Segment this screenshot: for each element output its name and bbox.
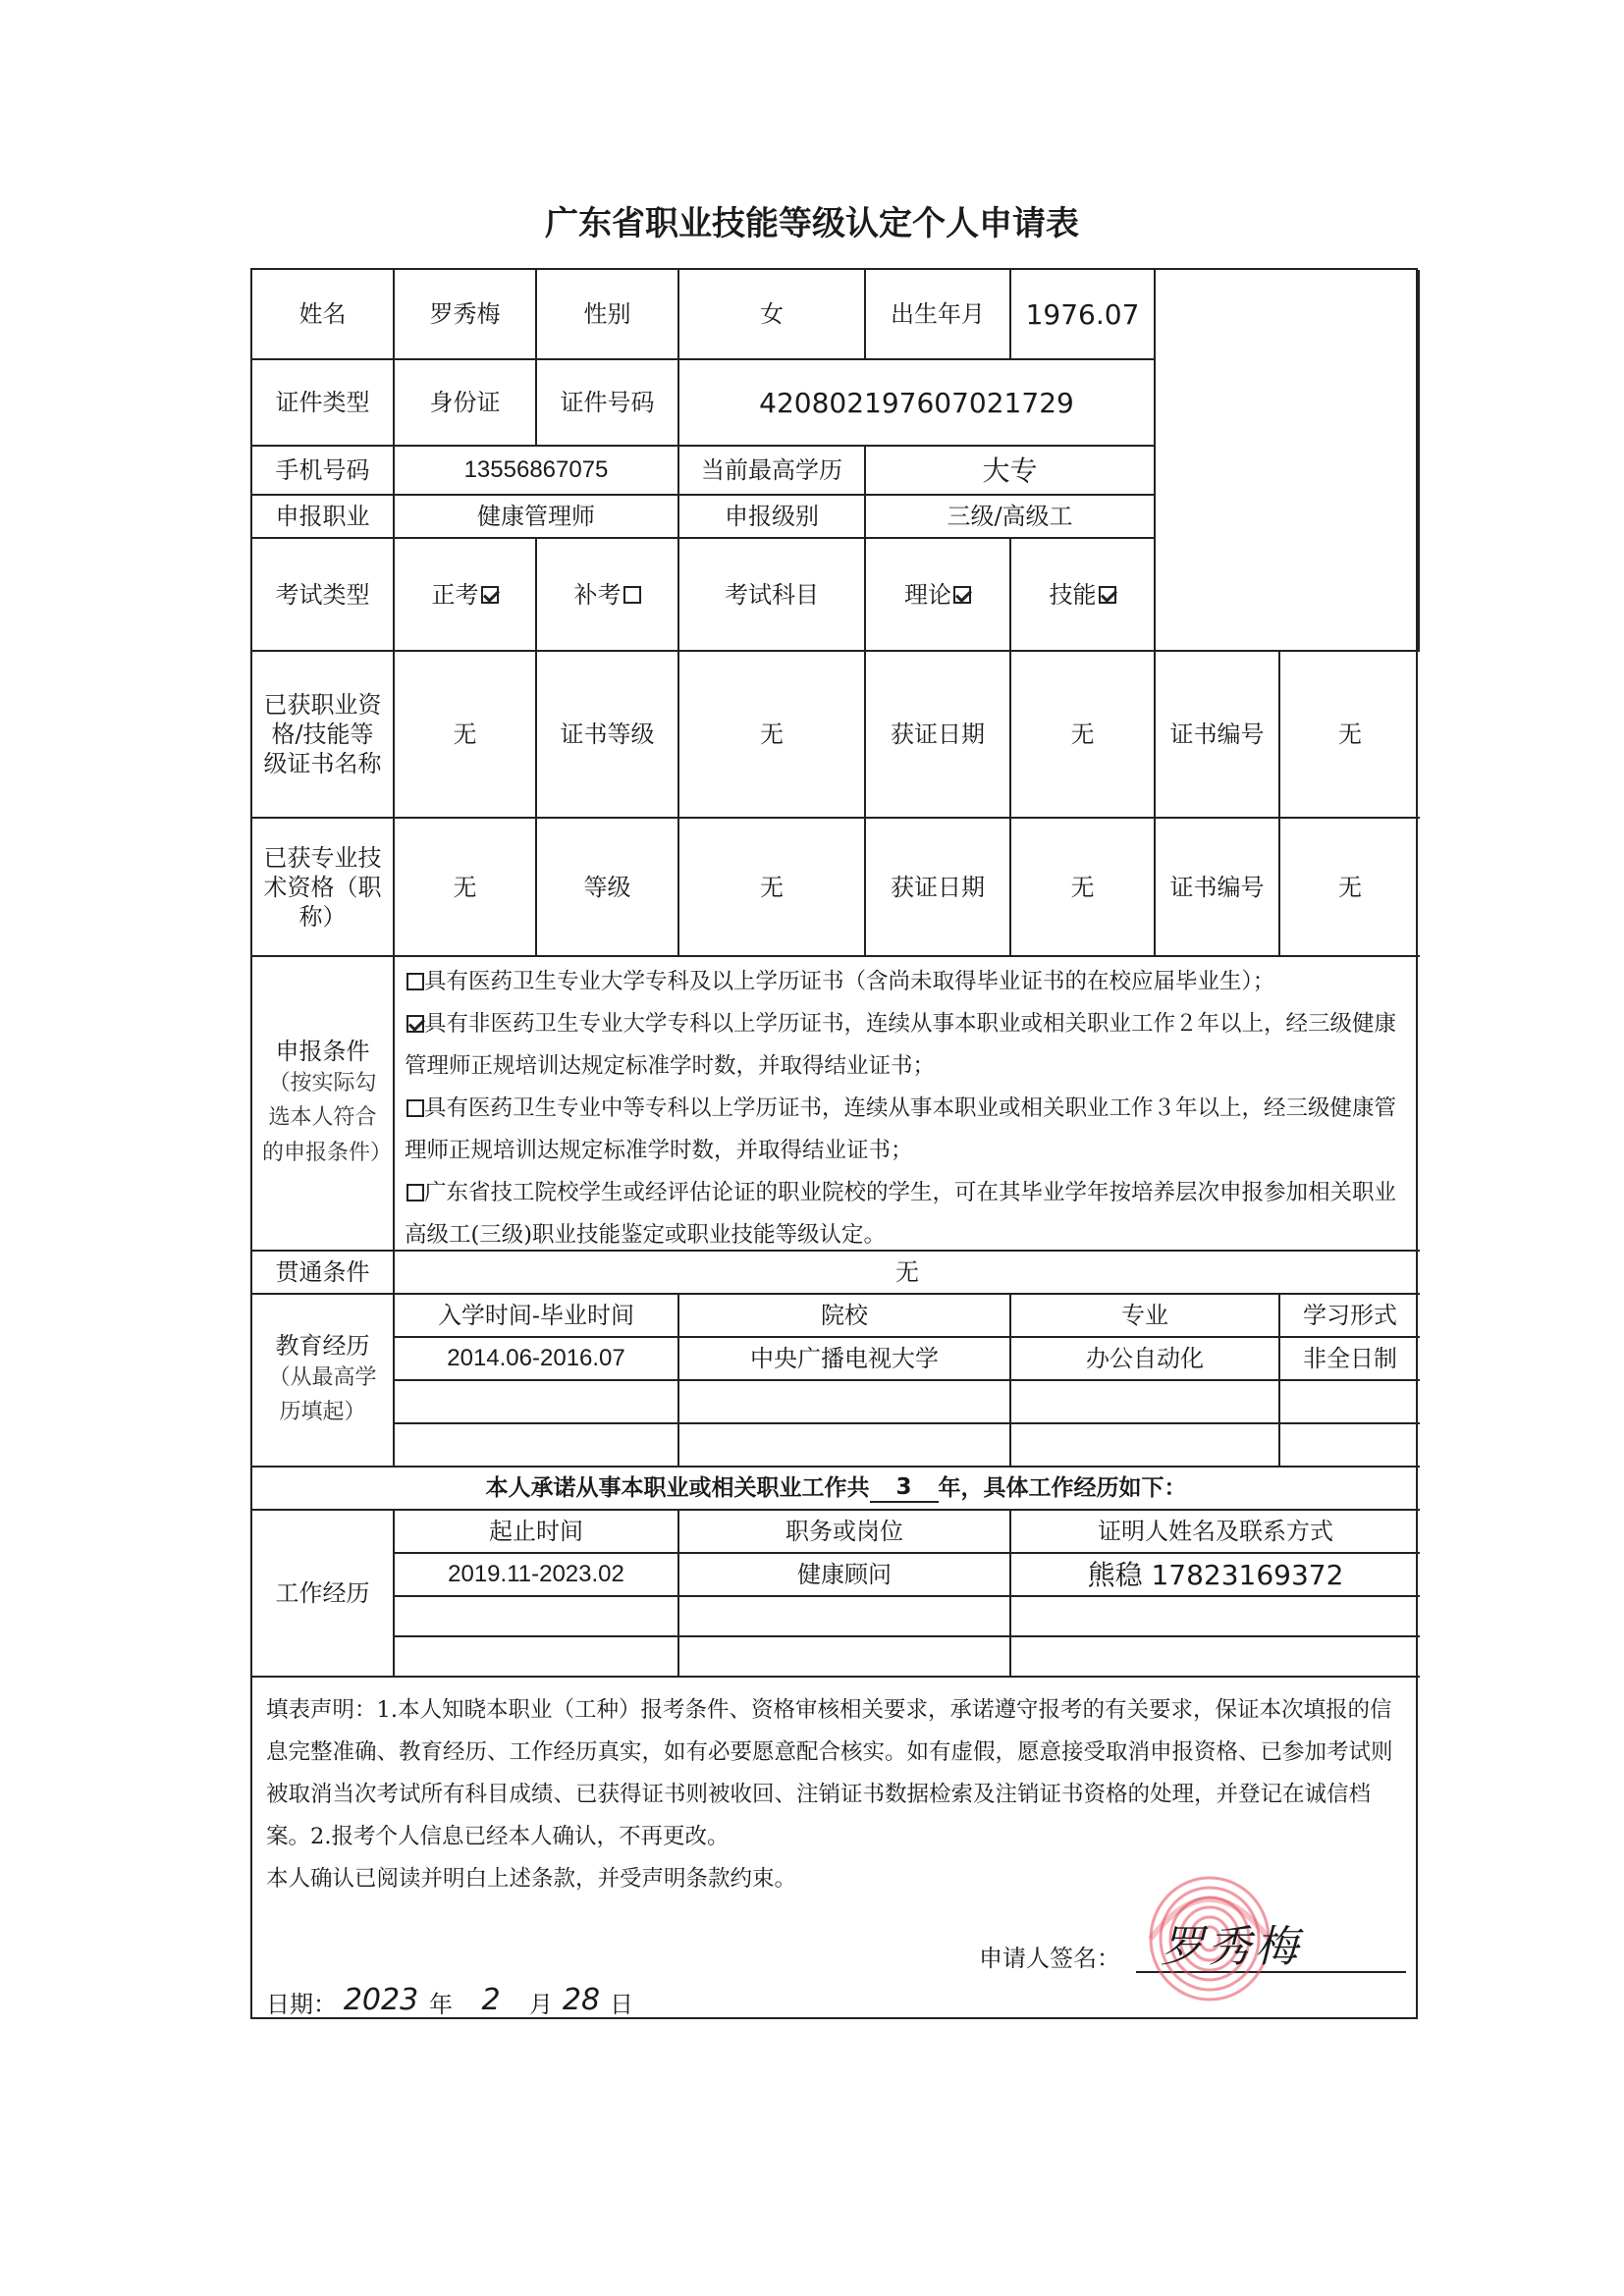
- label-occupation: 申报职业: [252, 496, 395, 539]
- date-line: 日期： 2023 年 2 月 28 日: [266, 1983, 633, 2018]
- value-name[interactable]: 罗秀梅: [395, 270, 537, 360]
- edu-header-major: 专业: [1011, 1295, 1280, 1338]
- value-birth[interactable]: 1976.07: [1011, 270, 1156, 360]
- form-title: 广东省职业技能等级认定个人申请表: [545, 204, 1079, 243]
- value-tech-qual-level[interactable]: 无: [679, 819, 866, 957]
- label-birth: 出生年月: [866, 270, 1011, 360]
- value-occupation[interactable]: 健康管理师: [395, 496, 679, 539]
- value-id-type[interactable]: 身份证: [395, 360, 537, 447]
- value-tech-qual-no[interactable]: 无: [1280, 819, 1420, 957]
- label-through: 贯通条件: [252, 1252, 395, 1295]
- label-level: 申报级别: [679, 496, 866, 539]
- makeup-checkbox[interactable]: [623, 586, 641, 604]
- label-id-type: 证件类型: [252, 360, 395, 447]
- edu-empty-cell[interactable]: [679, 1381, 1011, 1424]
- option-regular-exam[interactable]: 正考: [395, 539, 537, 652]
- edu-empty-cell[interactable]: [1011, 1381, 1280, 1424]
- edu-row-major[interactable]: 办公自动化: [1011, 1338, 1280, 1381]
- edu-row-form[interactable]: 非全日制: [1280, 1338, 1420, 1381]
- label-education: 当前最高学历: [679, 447, 866, 496]
- label-edu-history: 教育经历 （从最高学历填起）: [252, 1295, 395, 1468]
- date-month[interactable]: 2: [457, 1983, 525, 2019]
- work-row-period[interactable]: 2019.11-2023.02: [395, 1554, 679, 1597]
- label-tech-level: 等级: [537, 819, 679, 957]
- edu-empty-cell[interactable]: [1280, 1381, 1420, 1424]
- label-tech-date: 获证日期: [866, 819, 1011, 957]
- label-id-no: 证件号码: [537, 360, 679, 447]
- condition-item[interactable]: 具有非医药卫生专业大学专科以上学历证书，连续从事本职业或相关职业工作２年以上，经三级健康管理师正规培训达规定标准学时数，并取得结业证书；: [405, 1011, 1397, 1079]
- value-qual-cert-name[interactable]: 无: [395, 652, 537, 819]
- date-day[interactable]: 28: [557, 1983, 606, 2019]
- edu-empty-cell[interactable]: [395, 1424, 679, 1468]
- value-education[interactable]: 大专: [866, 447, 1156, 496]
- work-empty-cell[interactable]: [1011, 1597, 1420, 1637]
- value-through[interactable]: 无: [395, 1252, 1420, 1295]
- work-empty-cell[interactable]: [679, 1597, 1011, 1637]
- edu-empty-cell[interactable]: [395, 1381, 679, 1424]
- declaration-confirm: 本人确认已阅读并明白上述条款，并受声明条款约束。: [266, 1866, 797, 1892]
- work-empty-cell[interactable]: [395, 1637, 679, 1678]
- condition-item[interactable]: 广东省技工院校学生或经评估论证的职业院校的学生，可在其毕业学年按培养层次申报参加相关职业高级工(三级)职业技能鉴定或职业技能等级认定。: [405, 1180, 1397, 1248]
- edu-header-period: 入学时间-毕业时间: [395, 1295, 679, 1338]
- label-gender: 性别: [537, 270, 679, 360]
- date-year[interactable]: 2023: [337, 1983, 425, 2019]
- label-work-history: 工作经历: [252, 1511, 395, 1678]
- handwritten-signature[interactable]: 罗秀梅: [1161, 1922, 1302, 1972]
- conditions-list: [395, 957, 1420, 1252]
- value-qual-cert-level[interactable]: 无: [679, 652, 866, 819]
- skill-checkbox[interactable]: [1099, 586, 1116, 604]
- condition-checkbox[interactable]: [406, 1184, 424, 1201]
- work-commit: 本人承诺从事本职业或相关职业工作共 3 年，具体工作经历如下：: [252, 1468, 1420, 1511]
- value-gender[interactable]: 女: [679, 270, 866, 360]
- label-cert-no: 证书编号: [1156, 652, 1280, 819]
- edu-row-period[interactable]: 2014.06-2016.07: [395, 1338, 679, 1381]
- edu-empty-cell[interactable]: [679, 1424, 1011, 1468]
- value-qual-cert-date[interactable]: 无: [1011, 652, 1156, 819]
- work-empty-cell[interactable]: [1011, 1637, 1420, 1678]
- option-theory[interactable]: 理论: [866, 539, 1011, 652]
- work-row-reference[interactable]: 熊稳 17823169372: [1011, 1554, 1420, 1597]
- sign-label: 申请人签名：: [979, 1945, 1120, 1972]
- edu-empty-cell[interactable]: [1011, 1424, 1280, 1468]
- condition-item[interactable]: 具有医药卫生专业大学专科及以上学历证书（含尚未取得毕业证书的在校应届毕业生）；: [405, 961, 1402, 1003]
- label-name: 姓名: [252, 270, 395, 360]
- value-tech-qual-name[interactable]: 无: [395, 819, 537, 957]
- photo-cell: [1156, 270, 1420, 652]
- work-empty-cell[interactable]: [679, 1637, 1011, 1678]
- work-years[interactable]: 3: [870, 1473, 939, 1504]
- work-empty-cell[interactable]: [395, 1597, 679, 1637]
- edu-header-form: 学习形式: [1280, 1295, 1420, 1338]
- label-tech-qual: 已获专业技术资格（职称）: [252, 819, 395, 957]
- condition-item[interactable]: 具有医药卫生专业中等专科以上学历证书，连续从事本职业或相关职业工作３年以上，经三级健康管理师正规培训达规定标准学时数，并取得结业证书；: [405, 1095, 1397, 1163]
- regular-checkbox[interactable]: [481, 586, 499, 604]
- label-conditions: 申报条件 （按实际勾选本人符合的申报条件）: [252, 957, 395, 1252]
- option-skill[interactable]: 技能: [1011, 539, 1156, 652]
- condition-checkbox[interactable]: [406, 973, 424, 990]
- label-exam-subject: 考试科目: [679, 539, 866, 652]
- option-makeup-exam[interactable]: 补考: [537, 539, 679, 652]
- label-phone: 手机号码: [252, 447, 395, 496]
- work-header-position: 职务或岗位: [679, 1511, 1011, 1554]
- condition-checkbox[interactable]: [406, 1015, 424, 1033]
- value-level[interactable]: 三级/高级工: [866, 496, 1156, 539]
- value-qual-cert-no[interactable]: 无: [1280, 652, 1420, 819]
- label-tech-no: 证书编号: [1156, 819, 1280, 957]
- value-id-no[interactable]: 420802197607021729: [679, 360, 1156, 447]
- label-exam-type: 考试类型: [252, 539, 395, 652]
- application-form: [250, 268, 1418, 2019]
- theory-checkbox[interactable]: [953, 586, 971, 604]
- edu-row-school[interactable]: 中央广播电视大学: [679, 1338, 1011, 1381]
- label-cert-level: 证书等级: [537, 652, 679, 819]
- condition-checkbox[interactable]: [406, 1099, 424, 1117]
- value-tech-qual-date[interactable]: 无: [1011, 819, 1156, 957]
- value-phone[interactable]: 13556867075: [395, 447, 679, 496]
- work-row-position[interactable]: 健康顾问: [679, 1554, 1011, 1597]
- label-qual-cert: 已获职业资格/技能等级证书名称: [252, 652, 395, 819]
- label-cert-date: 获证日期: [866, 652, 1011, 819]
- edu-header-school: 院校: [679, 1295, 1011, 1338]
- declaration-text: 填表声明：1.本人知晓本职业（工种）报考条件、资格审核相关要求，承诺遵守报考的有关要求，保证本次填报的信息完整准确、教育经历、工作经历真实，如有必要愿意配合核实。如有虚假，愿意接受取消申报资格、已参加考试则被取消当次考试所有科目成绩、已获得证书则被收回、注销证书数据检索及注销证书资格的处理，并登记在诚信档案。2.报考个人信息已经本人确认，不再更改。: [266, 1697, 1393, 1849]
- edu-empty-cell[interactable]: [1280, 1424, 1420, 1468]
- work-header-reference: 证明人姓名及联系方式: [1011, 1511, 1420, 1554]
- work-header-period: 起止时间: [395, 1511, 679, 1554]
